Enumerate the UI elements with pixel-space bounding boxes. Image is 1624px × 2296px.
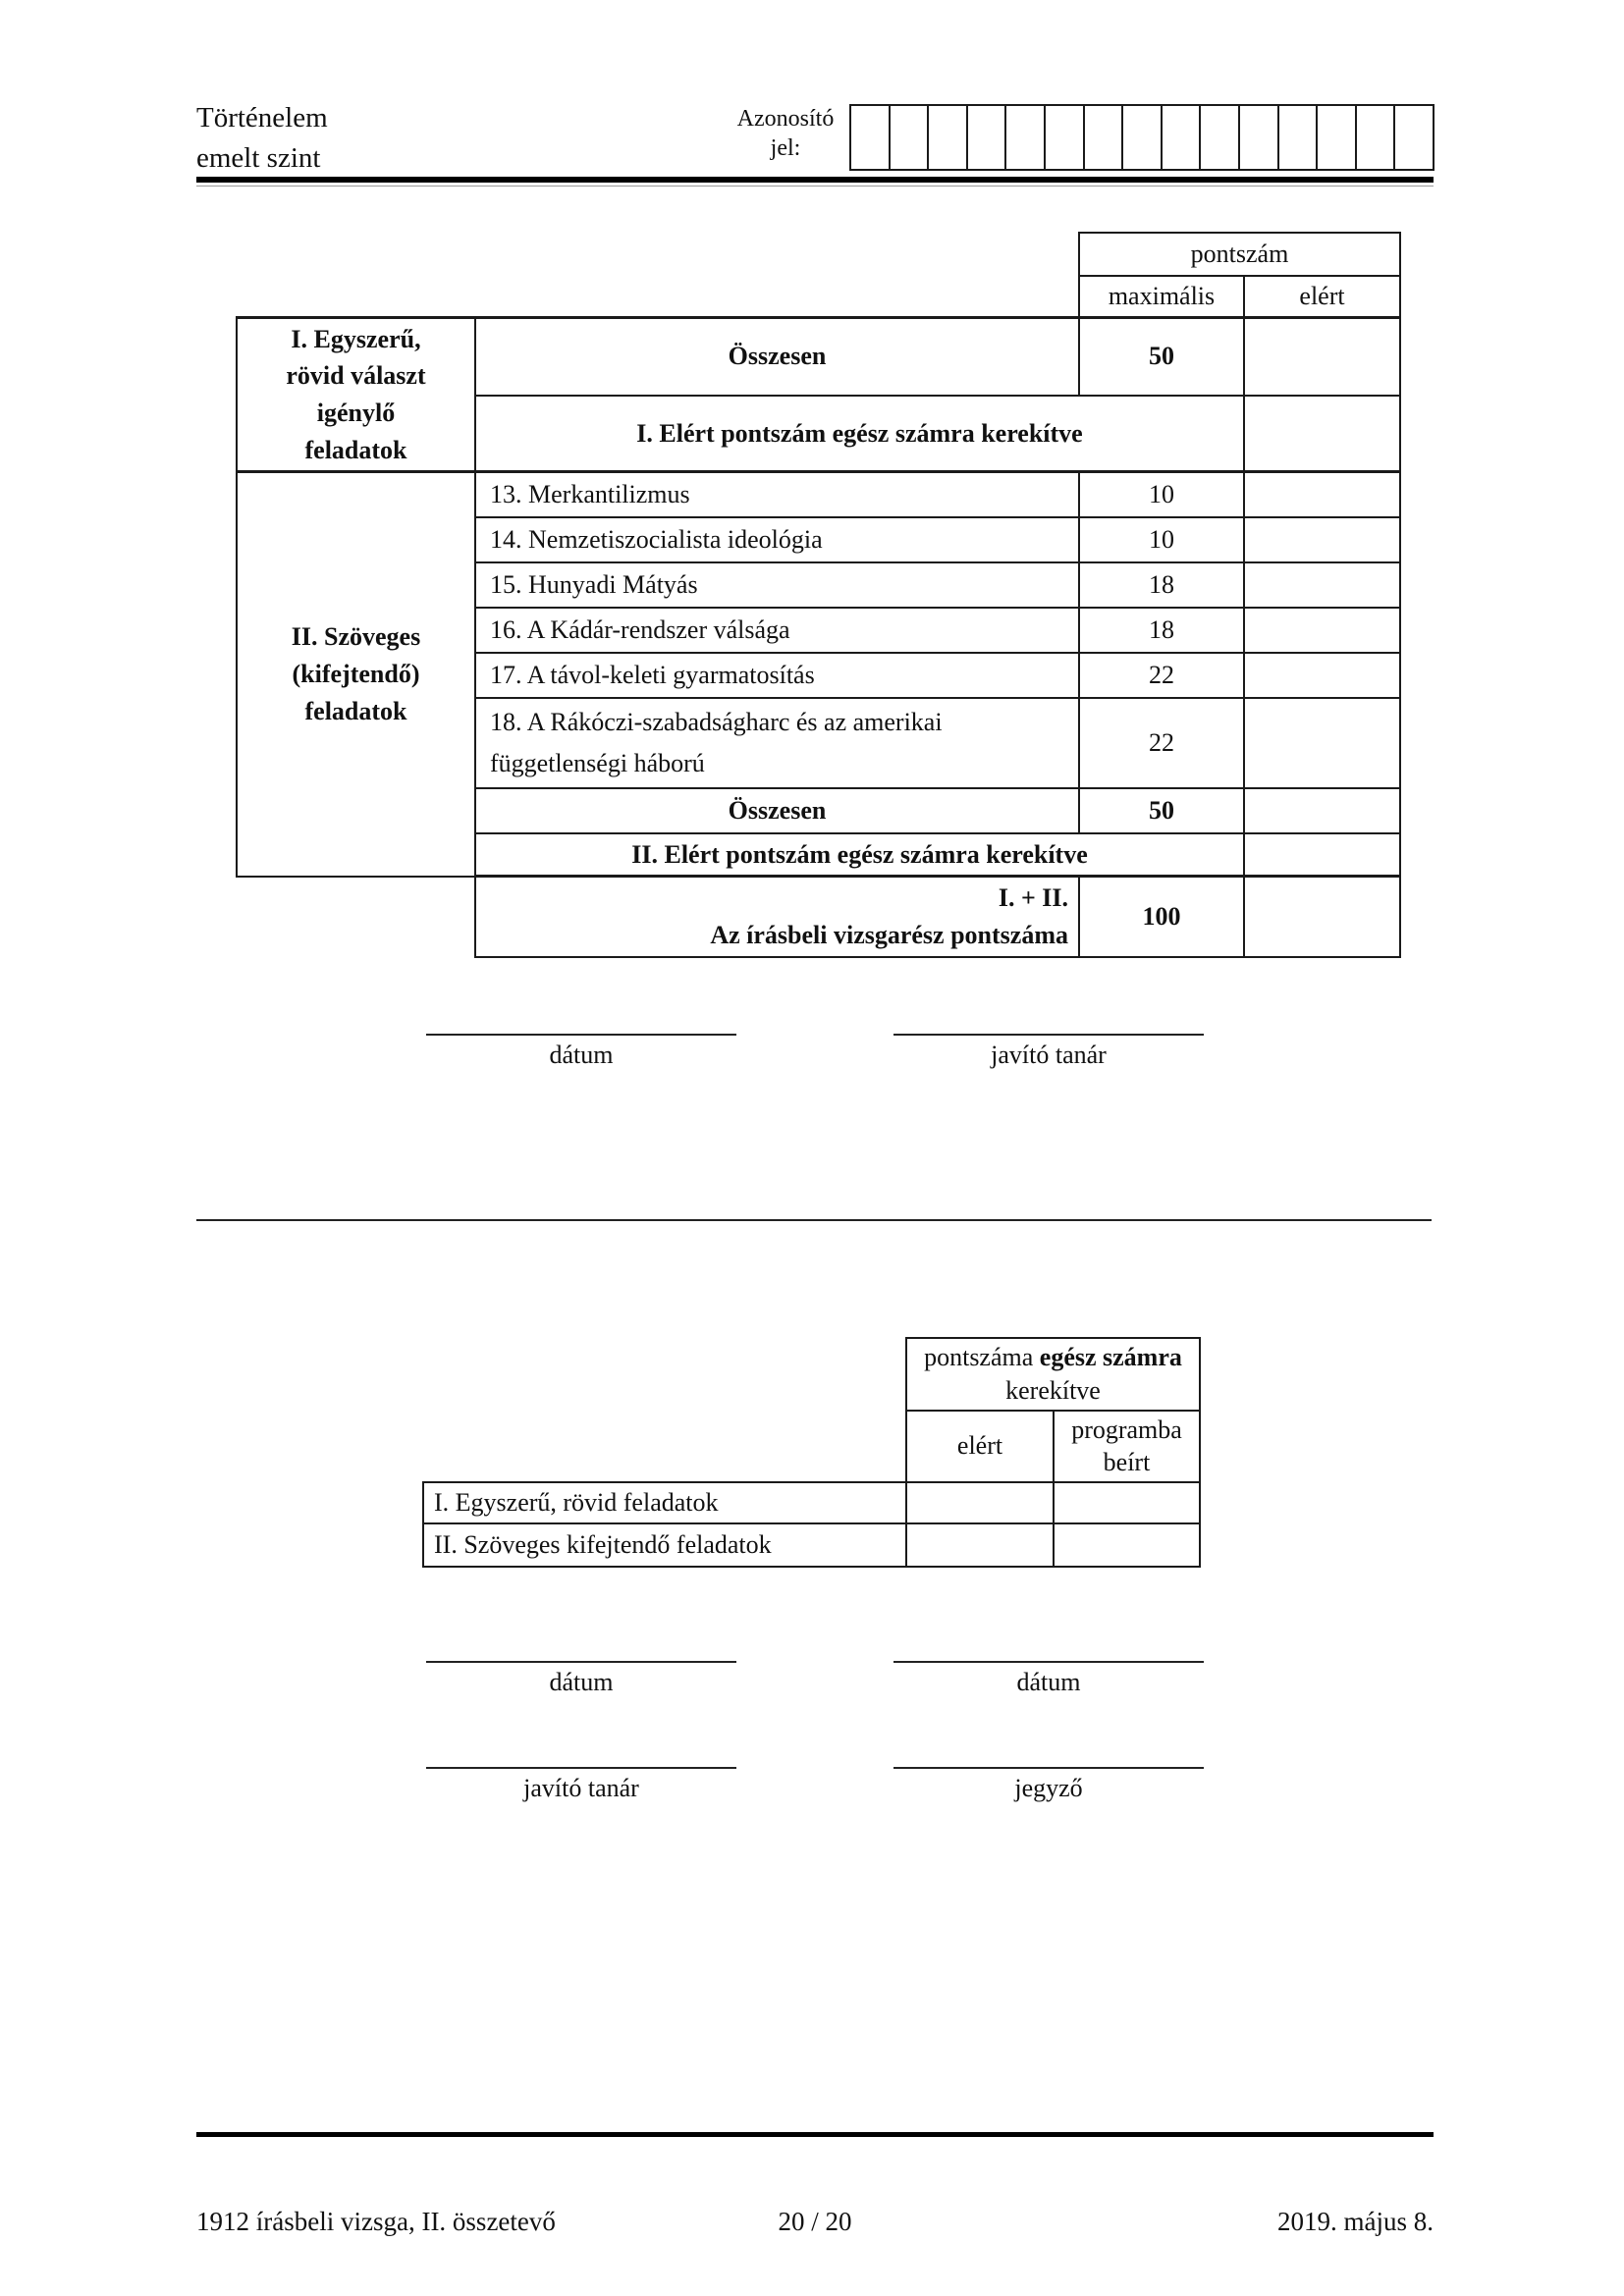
task-row: 16. A Kádár-rendszer válsága (475, 608, 1079, 653)
task-max: 10 (1079, 517, 1244, 562)
signature-line[interactable] (426, 1767, 736, 1769)
id-box[interactable] (1044, 106, 1083, 169)
achieved-column-header: elért (906, 1411, 1054, 1483)
task-achieved-cell[interactable] (1244, 517, 1400, 562)
task-achieved-cell[interactable] (1244, 653, 1400, 698)
program-entered-cell[interactable] (1054, 1482, 1200, 1523)
grand-total-label: I. + II. Az írásbeli vizsgarész pontszáma (475, 877, 1079, 957)
section2-label: II. Szöveges (kifejtendő) feladatok (237, 472, 475, 877)
task-achieved-cell[interactable] (1244, 698, 1400, 788)
identifier-boxes (849, 104, 1435, 171)
task-max: 18 (1079, 562, 1244, 608)
header-rule-thin (196, 186, 1434, 187)
signature-label-date: dátum (549, 1041, 614, 1069)
task-row: 15. Hunyadi Mátyás (475, 562, 1079, 608)
program-table (422, 1337, 1201, 1568)
identifier-label: Azonosító jel: (736, 106, 835, 161)
header-rule-thick (196, 177, 1434, 183)
spacer (423, 1411, 906, 1483)
footer-page-number: 20 / 20 (778, 2207, 852, 2236)
signature-line[interactable] (426, 1661, 736, 1663)
grand-total-max: 100 (1079, 877, 1244, 957)
spacer (237, 276, 1079, 317)
task-row: 14. Nemzetiszocialista ideológia (475, 517, 1079, 562)
section2-rounded-label: II. Elért pontszám egész számra kerekítve (475, 833, 1244, 877)
signature-line[interactable] (426, 1034, 736, 1036)
spacer (423, 1338, 906, 1411)
signature-label-corrector: javító tanár (991, 1041, 1107, 1069)
signature-label-date: dátum (549, 1668, 614, 1696)
id-box[interactable] (1121, 106, 1161, 169)
section1-total-max: 50 (1079, 317, 1244, 396)
max-column-header: maximális (1079, 276, 1244, 317)
grand-total-achieved-cell[interactable] (1244, 877, 1400, 957)
spacer (237, 877, 475, 957)
exam-title (196, 98, 328, 179)
program-table-header: pontszáma egész számra kerekítve (906, 1338, 1200, 1411)
program-column-header: programba beírt (1054, 1411, 1200, 1483)
task-max: 22 (1079, 698, 1244, 788)
section1-rounded-label: I. Elért pontszám egész számra kerekítve (475, 396, 1244, 472)
footer-date: 2019. május 8. (1277, 2207, 1434, 2236)
signature-line[interactable] (893, 1767, 1204, 1769)
program-row-label: II. Szöveges kifejtendő feladatok (423, 1523, 906, 1567)
footer-rule (196, 2132, 1434, 2137)
id-box[interactable] (966, 106, 1005, 169)
signature-label-corrector: javító tanár (523, 1774, 639, 1802)
footer (196, 2207, 1434, 2237)
id-box[interactable] (1393, 106, 1433, 169)
section-divider-line (196, 1219, 1432, 1221)
section2-total-max: 50 (1079, 788, 1244, 833)
task-row: 13. Merkantilizmus (475, 472, 1079, 517)
id-box[interactable] (1083, 106, 1122, 169)
section2-total-achieved-cell[interactable] (1244, 788, 1400, 833)
program-entered-cell[interactable] (1054, 1523, 1200, 1567)
exam-level: emelt szint (196, 142, 321, 174)
section1-total-label: Összesen (475, 317, 1079, 396)
section1-rounded-achieved-cell[interactable] (1244, 396, 1400, 472)
score-table (236, 232, 1401, 958)
signature-line[interactable] (893, 1661, 1204, 1663)
task-row: 18. A Rákóczi-szabadságharc és az amerikai függetlenségi háború (475, 698, 1079, 788)
footer-exam-code: 1912 írásbeli vizsga, II. összetevő (196, 2207, 556, 2236)
id-box[interactable] (889, 106, 928, 169)
signature-label-date: dátum (1016, 1668, 1081, 1696)
id-box[interactable] (1161, 106, 1200, 169)
id-box[interactable] (1316, 106, 1355, 169)
achieved-column-header: elért (1244, 276, 1400, 317)
id-box[interactable] (927, 106, 966, 169)
section2-rounded-achieved-cell[interactable] (1244, 833, 1400, 877)
task-max: 22 (1079, 653, 1244, 698)
id-box[interactable] (1199, 106, 1238, 169)
task-achieved-cell[interactable] (1244, 562, 1400, 608)
task-row: 17. A távol-keleti gyarmatosítás (475, 653, 1079, 698)
id-box[interactable] (1355, 106, 1394, 169)
id-box[interactable] (1277, 106, 1317, 169)
program-achieved-cell[interactable] (906, 1482, 1054, 1523)
section1-total-achieved-cell[interactable] (1244, 317, 1400, 396)
program-achieved-cell[interactable] (906, 1523, 1054, 1567)
task-achieved-cell[interactable] (1244, 472, 1400, 517)
task-achieved-cell[interactable] (1244, 608, 1400, 653)
program-row-label: I. Egyszerű, rövid feladatok (423, 1482, 906, 1523)
task-max: 10 (1079, 472, 1244, 517)
id-box[interactable] (1004, 106, 1044, 169)
id-box[interactable] (851, 106, 889, 169)
signature-line[interactable] (893, 1034, 1204, 1036)
section1-label: I. Egyszerű, rövid választ igénylő feladatok (237, 317, 475, 472)
id-box[interactable] (1238, 106, 1277, 169)
points-header: pontszám (1079, 233, 1400, 276)
signature-label-notary: jegyző (1014, 1774, 1083, 1802)
section2-total-label: Összesen (475, 788, 1079, 833)
exam-subject: Történelem (196, 102, 328, 133)
task-max: 18 (1079, 608, 1244, 653)
spacer (237, 233, 1079, 276)
